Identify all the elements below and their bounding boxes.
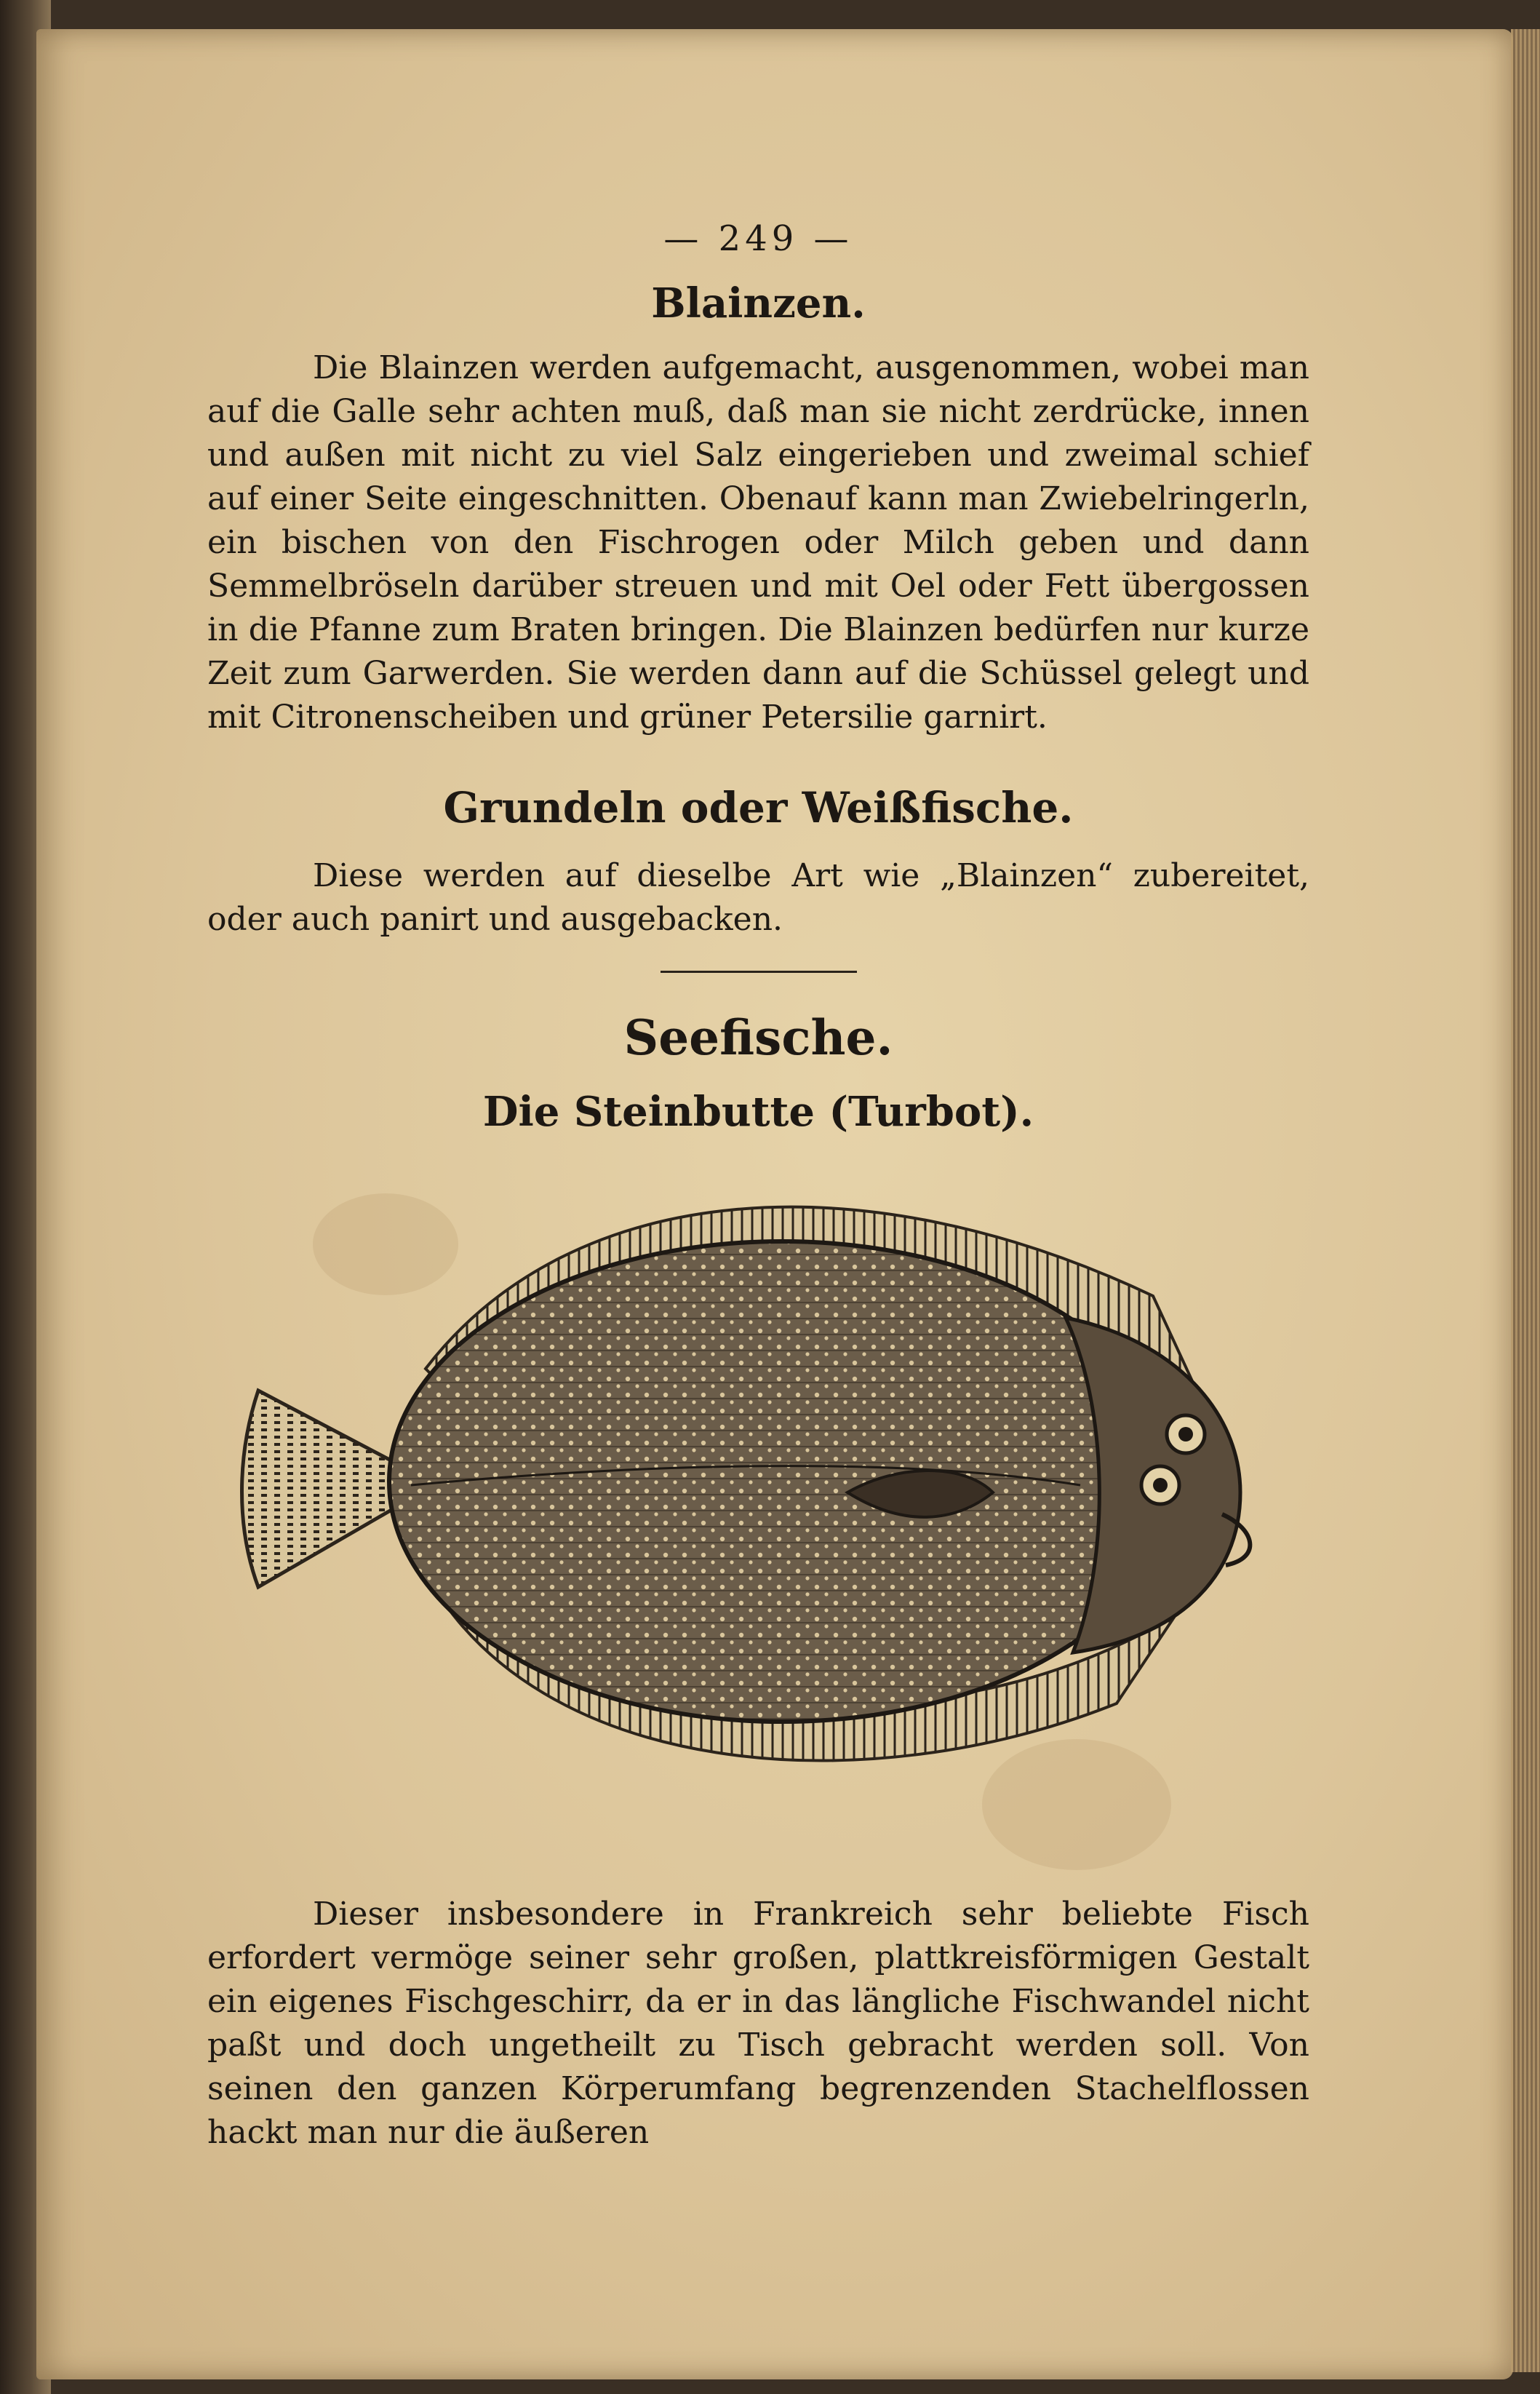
page-number: — 249 — xyxy=(663,218,853,259)
paragraph-steinbutte: Dieser insbesondere in Frankreich sehr beliebte Fisch erfordert vermöge seiner sehr großen, plattkreisförmigen Gestalt ein eigenes Fischgeschirr, da er in das längliche Fischwandel nicht paßt und doch ungetheilt zu Tisch gebracht werden soll. Von seinen den ganzen Körperumfang begrenzenden Stachelflossen hackt man nur die äußeren xyxy=(207,1896,1309,2151)
turbot-illustration xyxy=(207,1150,1309,1864)
section-divider xyxy=(661,971,857,973)
page-edges xyxy=(1511,29,1540,2372)
paragraph-grundeln: Diese werden auf dieselbe Art wie „Blainzen“ zubereitet, oder auch panirt und ausgebacken. xyxy=(207,857,1309,938)
heading-grundeln: Grundeln oder Weißfische. xyxy=(443,783,1074,832)
heading-blainzen: Blainzen. xyxy=(651,279,866,327)
heading-steinbutte: Die Steinbutte (Turbot). xyxy=(482,1088,1034,1136)
turbot-engraving xyxy=(207,1150,1309,1864)
page-content xyxy=(207,218,1309,2155)
heading-seefische: Seefische. xyxy=(623,1009,893,1066)
paragraph-blainzen: Die Blainzen werden aufgemacht, ausgenommen, wobei man auf die Galle sehr achten muß, daß man sie nicht zerdrücke, innen und außen mit nicht zu viel Salz eingerieben und zweimal schief auf einer Seite eingeschnitten. Obenauf kann man Zwiebelringerln, ein bischen von den Fischrogen oder Milch geben und dann Semmelbröseln darüber streuen und mit Oel oder Fett übergossen in die Pfanne zum Braten bringen. Die Blainzen bedürfen nur kurze Zeit zum Garwerden. Sie werden dann auf die Schüssel gelegt und mit Citronenscheiben und grüner Petersilie garnirt. xyxy=(207,349,1309,736)
